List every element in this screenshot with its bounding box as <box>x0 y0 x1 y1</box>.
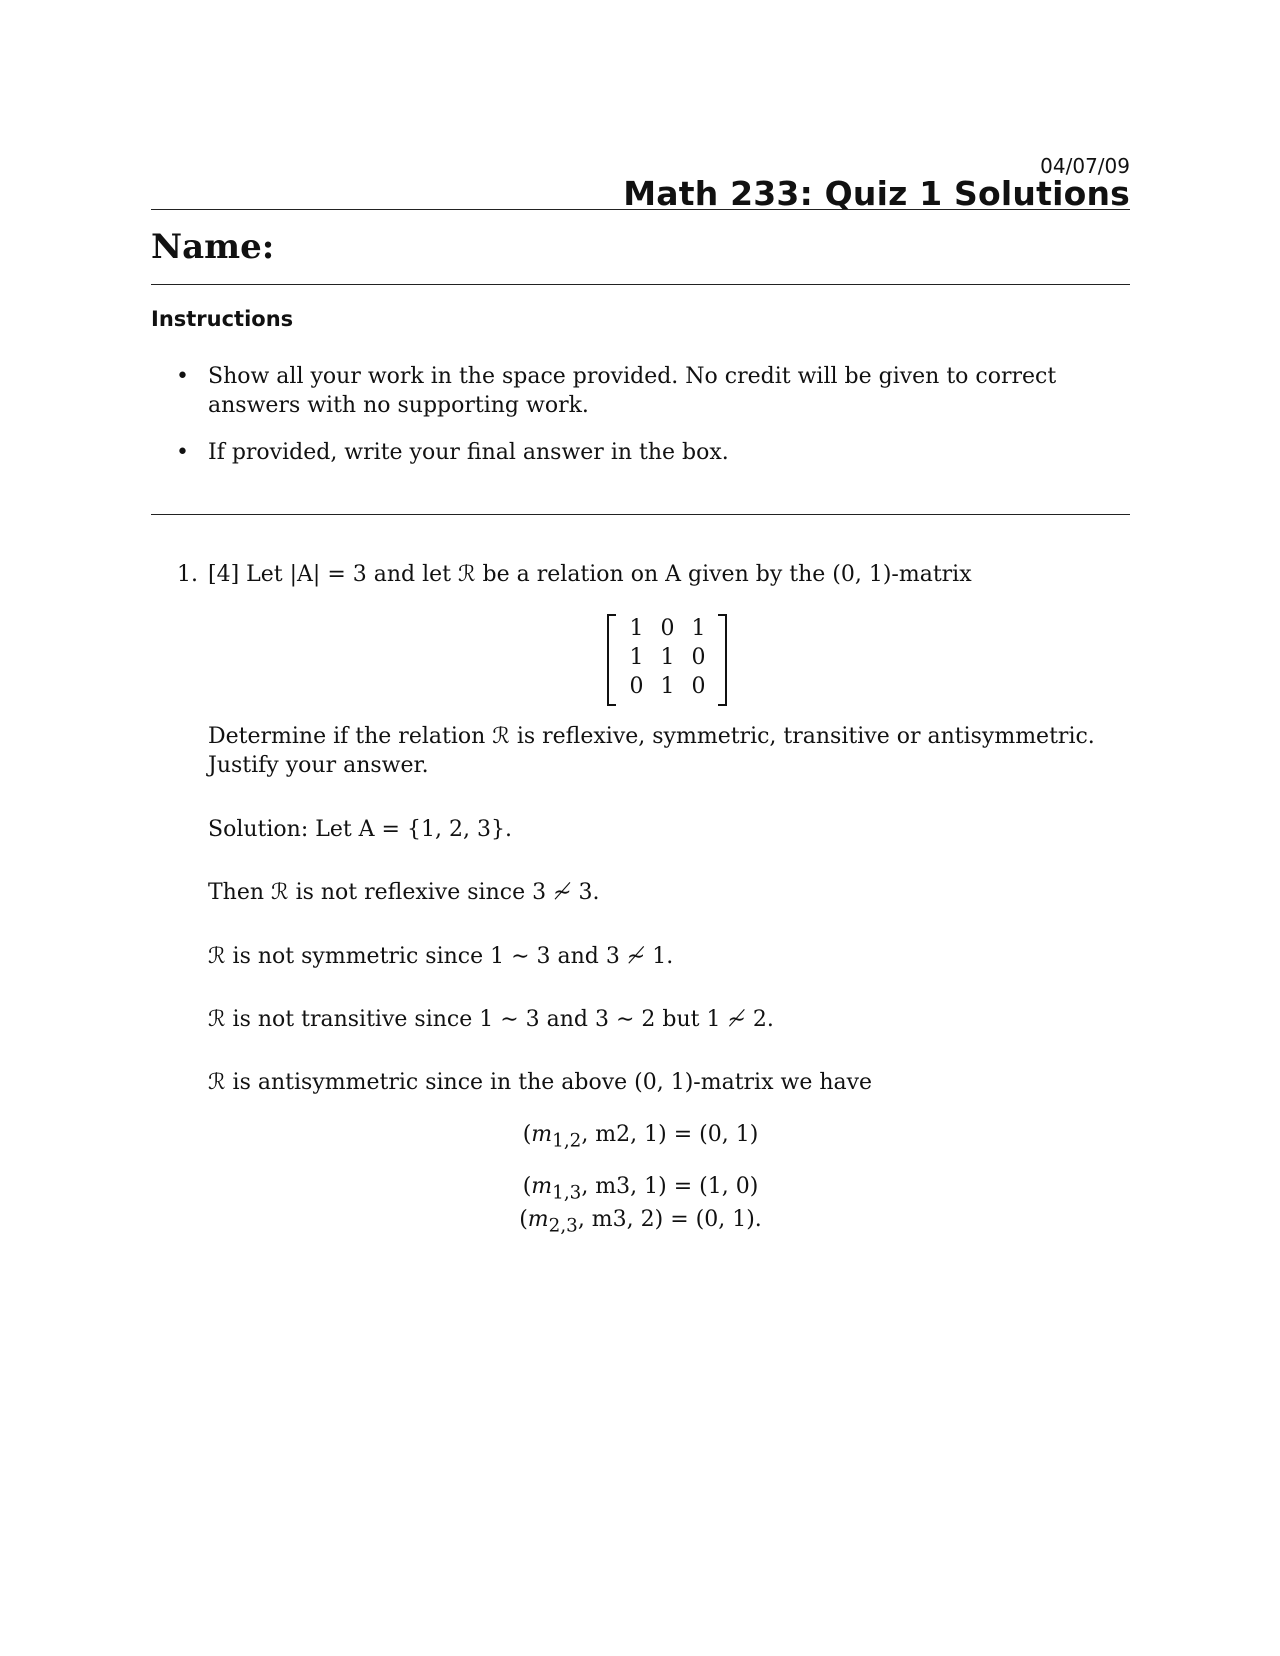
matrix-cell: 1 <box>660 674 675 699</box>
question-prompt: [4] Let |A| = 3 and let ℛ be a relation on A given by the (0, 1)-matrix <box>208 562 972 587</box>
matrix-cell: 0 <box>660 616 675 641</box>
symmetric-answer: ℛ is not symmetric since 1 ∼ 3 and 3 ≁ 1. <box>208 944 674 969</box>
instructions-heading: Instructions <box>151 307 294 331</box>
question-number: 1. <box>177 562 198 587</box>
equation-rest: , m3, 1) = (1, 0) <box>581 1174 759 1199</box>
bullet-icon: • <box>176 364 189 389</box>
matrix-cell: 1 <box>629 645 644 670</box>
transitive-answer: ℛ is not transitive since 1 ∼ 3 and 3 ∼ 2 but 1 ≁ 2. <box>208 1007 774 1032</box>
name-divider <box>151 284 1130 285</box>
quiz-date: 04/07/09 <box>1040 154 1130 178</box>
relation-matrix <box>607 614 727 706</box>
antisymmetric-answer: ℛ is antisymmetric since in the above (0, 1)-matrix we have <box>208 1070 873 1095</box>
matrix-cell: 0 <box>691 674 706 699</box>
page-title: Math 233: Quiz 1 Solutions <box>623 174 1130 213</box>
equation-subscript: 1,2 <box>552 1130 582 1152</box>
matrix-right-bracket <box>718 614 727 706</box>
matrix-cell: 1 <box>691 616 706 641</box>
matrix-left-bracket <box>607 614 616 706</box>
matrix-cell: 1 <box>660 645 675 670</box>
matrix-cell: 0 <box>691 645 706 670</box>
equation-subscript: 1,3 <box>552 1182 582 1204</box>
instruction-item <box>176 438 1130 467</box>
solution-intro: Solution: Let A = {1, 2, 3}. <box>208 817 512 842</box>
matrix-cell: 1 <box>629 616 644 641</box>
equation-subscript: 2,3 <box>548 1215 578 1237</box>
equation-line: ($m_{2,3}$, m3, 2) = (0, 1). <box>519 1207 762 1237</box>
question-task: Determine if the relation ℛ is reflexive, symmetric, transitive or antisymmetric. Justify your answer. <box>208 724 1095 778</box>
equation-rest: , m3, 2) = (0, 1). <box>577 1207 762 1232</box>
reflexive-answer: Then ℛ is not reflexive since 3 ≁ 3. <box>208 880 600 905</box>
header-divider <box>151 209 1130 210</box>
instruction-text: Show all your work in the space provided. No credit will be given to correct answers with no supporting work. <box>208 364 1057 418</box>
name-label: Name: <box>151 227 275 267</box>
instructions-list <box>176 362 1130 467</box>
matrix-row <box>621 643 714 672</box>
bullet-icon: • <box>176 440 189 465</box>
equation-line: ($m_{1,2}$, m2, 1) = (0, 1) <box>522 1122 759 1152</box>
equation-rest: , m2, 1) = (0, 1) <box>581 1122 759 1147</box>
matrix-row <box>621 614 714 643</box>
equation-line: ($m_{1,3}$, m3, 1) = (1, 0) <box>522 1174 759 1204</box>
instruction-item <box>176 362 1130 420</box>
matrix-table <box>621 614 714 701</box>
matrix-cell: 0 <box>629 674 644 699</box>
instruction-text: If provided, write your final answer in the box. <box>208 440 729 465</box>
quiz-page <box>151 0 1130 1656</box>
instructions-divider <box>151 514 1130 515</box>
matrix-row <box>621 672 714 701</box>
